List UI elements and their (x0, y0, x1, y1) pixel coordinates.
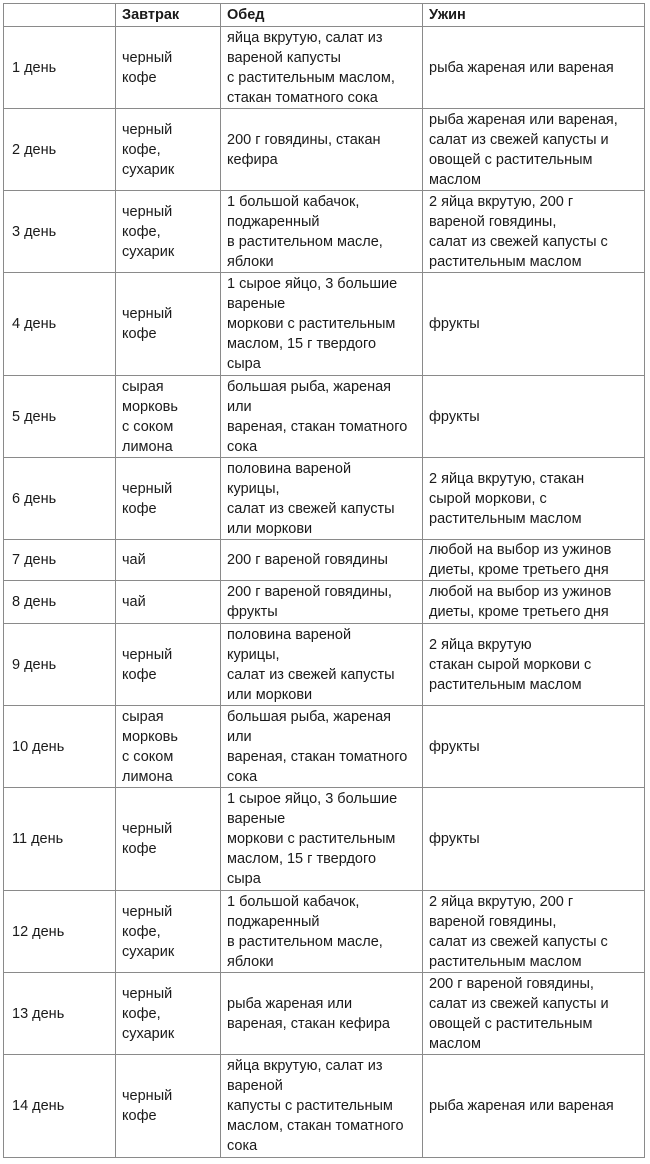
cell-breakfast: черный кофе, сухарик (116, 973, 221, 1055)
cell-day: 11 день (4, 788, 116, 891)
table-header (4, 4, 645, 27)
cell-dinner: фрукты (423, 706, 645, 788)
cell-day: 12 день (4, 891, 116, 973)
cell-lunch: 1 большой кабачок, поджаренный в растительном масле, яблоки (221, 191, 423, 273)
table-row (4, 973, 645, 1055)
cell-dinner: 200 г вареной говядины, салат из свежей капусты и овощей с растительным маслом (423, 973, 645, 1055)
cell-dinner: рыба жареная или вареная, салат из свежей капусты и овощей с растительным маслом (423, 109, 645, 191)
cell-breakfast: чай (116, 581, 221, 624)
cell-breakfast: сырая морковь с соком лимона (116, 706, 221, 788)
header-breakfast: Завтрак (116, 4, 221, 27)
table-row (4, 891, 645, 973)
cell-dinner: фрукты (423, 376, 645, 458)
header-lunch: Обед (221, 4, 423, 27)
table-row (4, 27, 645, 109)
cell-breakfast: черный кофе, сухарик (116, 191, 221, 273)
cell-lunch: яйца вкрутую, салат из вареной капусты с растительным маслом, стакан томатного сока (221, 27, 423, 109)
cell-lunch: 1 сырое яйцо, 3 большие вареные моркови с растительным маслом, 15 г твердого сыра (221, 788, 423, 891)
cell-dinner: любой на выбор из ужинов диеты, кроме третьего дня (423, 581, 645, 624)
cell-day: 5 день (4, 376, 116, 458)
cell-breakfast: чай (116, 540, 221, 581)
cell-breakfast: черный кофе (116, 273, 221, 376)
cell-breakfast: черный кофе (116, 624, 221, 706)
cell-lunch: 1 сырое яйцо, 3 большие вареные моркови с растительным маслом, 15 г твердого сыра (221, 273, 423, 376)
cell-lunch: половина вареной курицы, салат из свежей капусты или моркови (221, 624, 423, 706)
cell-dinner: 2 яйца вкрутую стакан сырой моркови с растительным маслом (423, 624, 645, 706)
cell-dinner: 2 яйца вкрутую, 200 г вареной говядины, салат из свежей капусты с растительным маслом (423, 191, 645, 273)
cell-day: 8 день (4, 581, 116, 624)
cell-lunch: 200 г вареной говядины, фрукты (221, 581, 423, 624)
diet-table (3, 3, 645, 1158)
table-row (4, 273, 645, 376)
cell-day: 3 день (4, 191, 116, 273)
cell-breakfast: черный кофе (116, 1055, 221, 1158)
cell-breakfast: черный кофе (116, 788, 221, 891)
cell-lunch: яйца вкрутую, салат из вареной капусты с растительным маслом, стакан томатного сока (221, 1055, 423, 1158)
header-day (4, 4, 116, 27)
table-row (4, 624, 645, 706)
cell-lunch: 200 г вареной говядины (221, 540, 423, 581)
cell-dinner: любой на выбор из ужинов диеты, кроме третьего дня (423, 540, 645, 581)
cell-lunch: половина вареной курицы, салат из свежей капусты или моркови (221, 458, 423, 540)
table-row (4, 109, 645, 191)
cell-dinner: 2 яйца вкрутую, 200 г вареной говядины, салат из свежей капусты с растительным маслом (423, 891, 645, 973)
table-row (4, 458, 645, 540)
cell-lunch: большая рыба, жареная или вареная, стакан томатного сока (221, 376, 423, 458)
cell-dinner: фрукты (423, 273, 645, 376)
cell-breakfast: сырая морковь с соком лимона (116, 376, 221, 458)
cell-dinner: фрукты (423, 788, 645, 891)
table-body (4, 27, 645, 1158)
cell-day: 9 день (4, 624, 116, 706)
cell-breakfast: черный кофе (116, 27, 221, 109)
cell-day: 4 день (4, 273, 116, 376)
table-row (4, 706, 645, 788)
table-row (4, 540, 645, 581)
header-row (4, 4, 645, 27)
cell-breakfast: черный кофе, сухарик (116, 891, 221, 973)
cell-dinner: рыба жареная или вареная (423, 1055, 645, 1158)
table-row (4, 788, 645, 891)
table-row (4, 1055, 645, 1158)
cell-breakfast: черный кофе (116, 458, 221, 540)
table-row (4, 581, 645, 624)
header-dinner: Ужин (423, 4, 645, 27)
table-row (4, 376, 645, 458)
cell-dinner: рыба жареная или вареная (423, 27, 645, 109)
cell-day: 6 день (4, 458, 116, 540)
cell-day: 7 день (4, 540, 116, 581)
cell-day: 13 день (4, 973, 116, 1055)
cell-dinner: 2 яйца вкрутую, стакан сырой моркови, с растительным маслом (423, 458, 645, 540)
table-row (4, 191, 645, 273)
cell-day: 2 день (4, 109, 116, 191)
cell-lunch: рыба жареная или вареная, стакан кефира (221, 973, 423, 1055)
cell-lunch: 1 большой кабачок, поджаренный в растительном масле, яблоки (221, 891, 423, 973)
cell-lunch: 200 г говядины, стакан кефира (221, 109, 423, 191)
cell-breakfast: черный кофе, сухарик (116, 109, 221, 191)
cell-day: 14 день (4, 1055, 116, 1158)
cell-day: 1 день (4, 27, 116, 109)
cell-day: 10 день (4, 706, 116, 788)
cell-lunch: большая рыба, жареная или вареная, стакан томатного сока (221, 706, 423, 788)
